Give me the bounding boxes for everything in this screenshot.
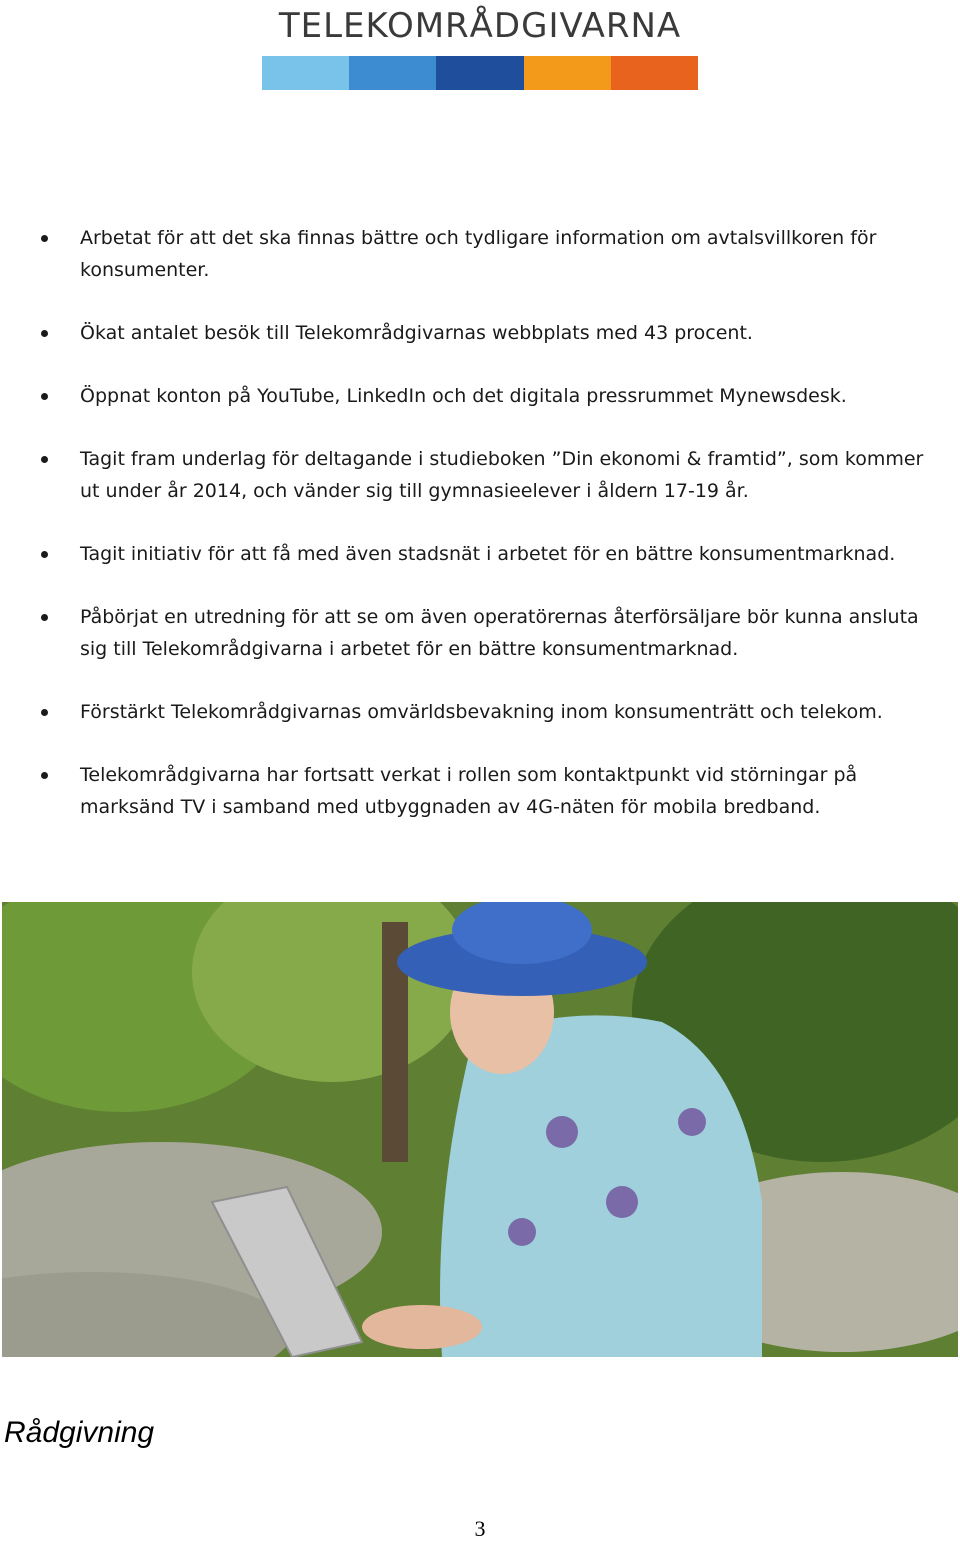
list-item-text: Arbetat för att det ska finnas bättre och tydligare information om avtalsvillkoren för konsumenter. xyxy=(80,227,877,281)
shirt-pattern xyxy=(678,1108,706,1136)
page-number: 3 xyxy=(474,1516,486,1541)
logo-bar-segment xyxy=(524,56,611,90)
list-item xyxy=(0,696,960,728)
bullet-icon xyxy=(41,709,48,716)
list-item-text: Ökat antalet besök till Telekområdgivarnas webbplats med 43 procent. xyxy=(80,322,753,344)
bullet-icon xyxy=(41,551,48,558)
list-item-text: Förstärkt Telekområdgivarnas omvärldsbevakning inom konsumenträtt och telekom. xyxy=(80,701,883,723)
list-item xyxy=(0,317,960,349)
bullet-icon xyxy=(41,235,48,242)
bullet-icon xyxy=(41,393,48,400)
list-item-text: Öppnat konton på YouTube, LinkedIn och det digitala pressrummet Mynewsdesk. xyxy=(80,385,847,407)
shirt-pattern xyxy=(606,1186,638,1218)
logo-wordmark: TELEKOMRÅDGIVARNA xyxy=(278,6,682,46)
list-item xyxy=(0,538,960,570)
list-item xyxy=(0,443,960,507)
list-item-text: Påbörjat en utredning för att se om även operatörernas återförsäljare bör kunna ansluta sig till Telekområdgivarna i arbetet för en bättre konsumentmarknad. xyxy=(80,606,919,660)
list-item xyxy=(0,759,960,823)
achievements-list xyxy=(0,222,960,854)
photo-woman-with-laptop xyxy=(2,902,958,1357)
bullet-icon xyxy=(41,772,48,779)
logo-bar-segment xyxy=(611,56,698,90)
list-item xyxy=(0,380,960,412)
shirt-pattern xyxy=(508,1218,536,1246)
logo-bar-segment xyxy=(349,56,436,90)
logo-color-bar xyxy=(262,56,698,90)
logo-bar-segment xyxy=(262,56,349,90)
logo-bar-segment xyxy=(436,56,523,90)
list-item-text: Telekområdgivarna har fortsatt verkat i rollen som kontaktpunkt vid störningar på marksänd TV i samband med utbyggnaden av 4G-näten för mobila bredband. xyxy=(80,764,858,818)
shirt-pattern xyxy=(546,1116,578,1148)
bullet-icon xyxy=(41,330,48,337)
bullet-icon xyxy=(41,614,48,621)
section-title: Rådgivning xyxy=(4,1416,155,1449)
list-item xyxy=(0,601,960,665)
telekomradgivarna-logo xyxy=(262,6,698,86)
hands xyxy=(362,1305,482,1349)
list-item xyxy=(0,222,960,286)
photo-illustration xyxy=(2,902,958,1357)
list-item-text: Tagit initiativ för att få med även stadsnät i arbetet för en bättre konsumentmarknad. xyxy=(80,543,896,565)
bullet-icon xyxy=(41,456,48,463)
list-item-text: Tagit fram underlag för deltagande i studieboken ”Din ekonomi & framtid”, som kommer ut under år 2014, och vänder sig till gymnasieelever i åldern 17-19 år. xyxy=(80,448,924,502)
